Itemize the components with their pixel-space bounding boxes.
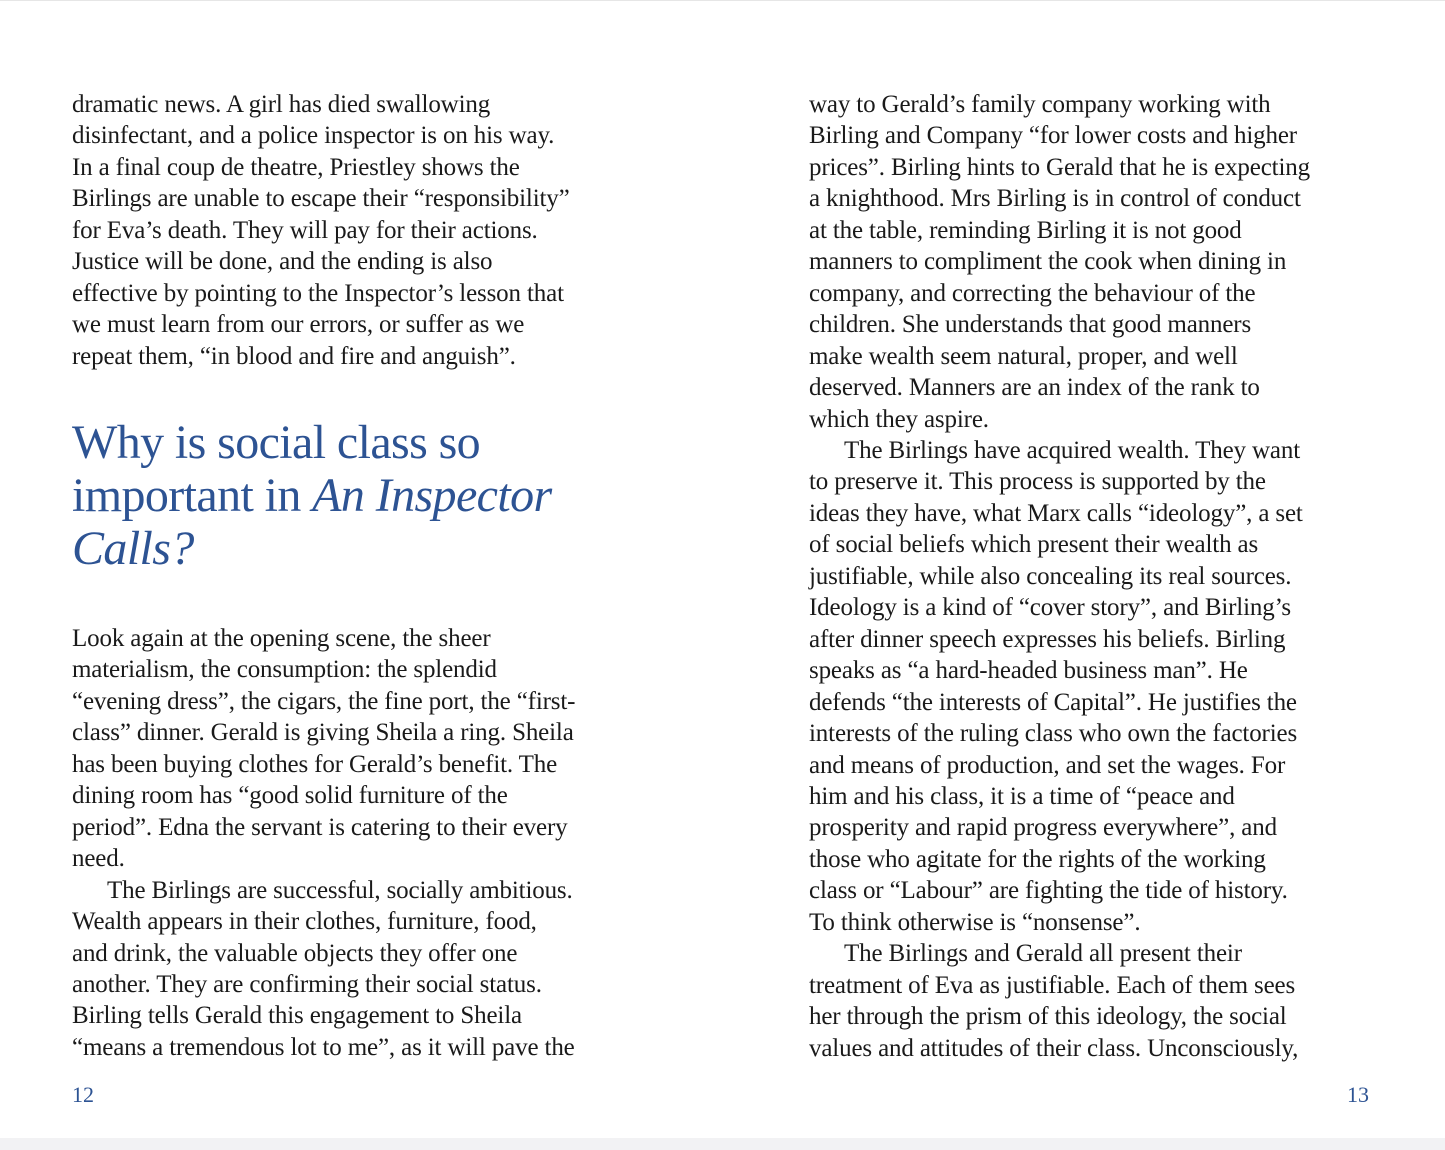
text-line: disinfectant, and a police inspector is on his way. xyxy=(72,122,555,150)
text-line: defends “the interests of Capital”. He justifies the xyxy=(809,688,1297,716)
text-line: repeat them, “in blood and fire and anguish”. xyxy=(72,342,516,370)
text-line: a knighthood. Mrs Birling is in control of conduct xyxy=(809,185,1301,213)
text-line: which they aspire. xyxy=(809,405,989,433)
text-line: we must learn from our errors, or suffer as we xyxy=(72,311,525,339)
heading-line-2-italic: An Inspector xyxy=(312,469,552,522)
left-top-paragraph xyxy=(72,89,642,372)
text-line: Birling and Company “for lower costs and higher xyxy=(809,122,1297,150)
left-body-text xyxy=(72,623,642,1063)
text-line: him and his class, it is a time of “peace and xyxy=(809,782,1235,810)
text-line: after dinner speech expresses his beliefs. Birling xyxy=(809,625,1286,653)
text-line: Birling tells Gerald this engagement to Sheila xyxy=(72,1002,522,1030)
text-line: The Birlings and Gerald all present their xyxy=(844,940,1242,968)
text-line: make wealth seem natural, proper, and well xyxy=(809,342,1238,370)
heading-line-2-plain: important in xyxy=(72,469,313,522)
text-line: Justice will be done, and the ending is also xyxy=(72,248,493,276)
text-line: The Birlings have acquired wealth. They want xyxy=(844,436,1300,464)
text-line: has been buying clothes for Gerald’s benefit. The xyxy=(72,750,558,778)
text-line: of social beliefs which present their wealth as xyxy=(809,531,1259,559)
text-line: period”. Edna the servant is catering to their every xyxy=(72,813,568,841)
text-line: children. She understands that good manners xyxy=(809,311,1252,339)
text-line: “means a tremendous lot to me”, as it will pave the xyxy=(72,1033,575,1061)
left-page xyxy=(0,0,722,1138)
text-line: manners to compliment the cook when dining in xyxy=(809,248,1287,276)
heading-line-1: Why is social class so xyxy=(72,416,481,469)
text-line: at the table, reminding Birling it is not good xyxy=(809,216,1242,244)
text-line: Look again at the opening scene, the sheer xyxy=(72,625,491,652)
text-line: need. xyxy=(72,845,125,873)
text-line: company, and correcting the behaviour of the xyxy=(809,279,1256,307)
text-line: way to Gerald’s family company working with xyxy=(809,91,1271,118)
text-line: treatment of Eva as justifiable. Each of them sees xyxy=(809,971,1296,999)
text-line: and means of production, and set the wages. For xyxy=(809,751,1286,779)
text-line: dining room has “good solid furniture of the xyxy=(72,782,508,810)
text-line: those who agitate for the rights of the working xyxy=(809,845,1266,873)
text-line: to preserve it. This process is supported by the xyxy=(809,468,1266,496)
text-line: class or “Labour” are fighting the tide of history. xyxy=(809,877,1288,905)
right-page xyxy=(722,0,1445,1138)
text-line: materialism, the consumption: the splendid xyxy=(72,656,497,684)
text-line: deserved. Manners are an index of the rank to xyxy=(809,374,1260,402)
text-line: To think otherwise is “nonsense”. xyxy=(809,908,1141,936)
heading-line-2 xyxy=(72,469,672,522)
text-line: and drink, the valuable objects they offer one xyxy=(72,939,518,967)
heading-line-3-italic: Calls? xyxy=(72,522,194,575)
text-line: effective by pointing to the Inspector’s lesson that xyxy=(72,279,564,307)
page-number-right: 13 xyxy=(1347,1082,1369,1107)
text-line: In a final coup de theatre, Priestley shows the xyxy=(72,153,520,181)
text-line: ideas they have, what Marx calls “ideology”, a set xyxy=(809,499,1303,527)
text-line: prices”. Birling hints to Gerald that he is expecting xyxy=(809,153,1310,181)
text-line: Wealth appears in their clothes, furniture, food, xyxy=(72,908,537,936)
bottom-edge xyxy=(0,1138,1445,1150)
text-line: speaks as “a hard-headed business man”. He xyxy=(809,657,1248,685)
text-line: for Eva’s death. They will pay for their actions. xyxy=(72,216,538,244)
text-line: interests of the ruling class who own the factories xyxy=(809,720,1298,748)
text-line: her through the prism of this ideology, the social xyxy=(809,1003,1287,1031)
section-heading xyxy=(72,416,672,575)
text-line: Birlings are unable to escape their “responsibility” xyxy=(72,185,570,213)
text-line: prosperity and rapid progress everywhere”, and xyxy=(809,814,1277,842)
text-line: justifiable, while also concealing its real sources. xyxy=(809,562,1292,590)
page-number-left: 12 xyxy=(72,1082,94,1107)
text-line: The Birlings are successful, socially ambitious. xyxy=(107,876,573,904)
text-line: “evening dress”, the cigars, the fine port, the “first- xyxy=(72,687,576,715)
text-line: class” dinner. Gerald is giving Sheila a ring. Sheila xyxy=(72,719,574,747)
heading-line-3 xyxy=(72,522,672,575)
text-line: another. They are confirming their social status. xyxy=(72,970,542,998)
text-line: dramatic news. A girl has died swallowing xyxy=(72,91,491,118)
right-body-text xyxy=(809,89,1379,1064)
text-line: values and attitudes of their class. Unconsciously, xyxy=(809,1034,1299,1062)
text-line: Ideology is a kind of “cover story”, and Birling’s xyxy=(809,594,1291,622)
